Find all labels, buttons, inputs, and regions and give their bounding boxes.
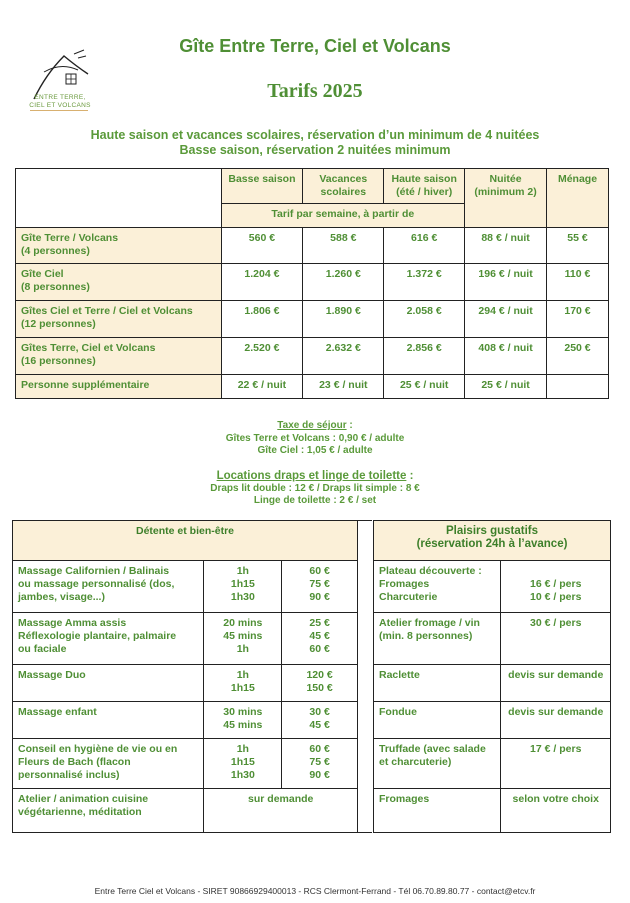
text-line: Fromages <box>379 578 430 590</box>
cell: Raclette <box>374 665 501 702</box>
text-line: : <box>406 470 414 482</box>
text-line: 90 € <box>309 591 330 603</box>
detente-title: Détente et bien-être <box>13 521 358 561</box>
cell: 616 € <box>384 228 465 264</box>
text-line: Massage Californien / Balinais <box>18 565 170 577</box>
col-basse: Basse saison <box>221 169 303 204</box>
cell: 55 € <box>547 228 609 264</box>
text-line: 1h30 <box>230 769 255 781</box>
cell: 1.890 € <box>303 301 384 338</box>
locations-line: Draps lit double : 12 € / Draps lit simple : 8 € <box>210 482 420 494</box>
year-title: Tarifs 2025 <box>267 80 363 102</box>
cell: 2.856 € <box>384 338 465 375</box>
text-line: 30 mins <box>223 706 263 718</box>
text-line: 1h30 <box>230 591 255 603</box>
cell: 170 € <box>547 301 609 338</box>
cell <box>374 739 501 789</box>
cell <box>282 739 358 789</box>
text-line: Gîtes Ciel et Terre / Ciel et Volcans <box>21 305 193 317</box>
cell: devis sur demande <box>501 702 611 739</box>
text-line: personnalisé inclus) <box>18 769 120 781</box>
cell: sur demande <box>204 789 358 833</box>
text-line: 16 € / pers <box>530 578 582 590</box>
cell: 1.372 € <box>384 264 465 301</box>
text-line: 30 € <box>309 706 330 718</box>
text-line: Gîte Terre / Volcans <box>21 232 119 244</box>
text-line: Atelier fromage / vin <box>379 617 480 629</box>
taxe-section <box>0 420 630 458</box>
table-gap <box>358 520 372 833</box>
corner-cell <box>16 169 222 228</box>
cell <box>204 739 282 789</box>
table-row <box>374 665 611 702</box>
table-row <box>374 613 611 665</box>
text-line: 1h15 <box>230 756 255 768</box>
row-label <box>16 338 222 375</box>
table-row <box>13 665 358 702</box>
text-line: Réflexologie plantaire, palmaire <box>18 630 177 642</box>
text-line: (réservation 24h à l’avance) <box>416 538 568 550</box>
table-row <box>374 789 611 833</box>
cell <box>13 789 204 833</box>
taxe-title: Taxe de séjour <box>277 420 347 431</box>
cell: 408 € / nuit <box>465 338 547 375</box>
text-line: Massage Duo <box>18 669 86 681</box>
text-line: 1h <box>236 669 249 681</box>
plaisirs-table <box>373 520 611 833</box>
table-row <box>374 561 611 613</box>
cell: Fromages <box>374 789 501 833</box>
week-note: Tarif par semaine, à partir de <box>221 204 465 228</box>
cell: 23 € / nuit <box>303 375 384 399</box>
table-row <box>16 264 609 301</box>
cell <box>282 613 358 665</box>
text-line: 25 € <box>309 617 330 629</box>
table-row <box>13 789 358 833</box>
text-line: Gîtes Terre, Ciel et Volcans <box>21 342 156 354</box>
tarifs-table <box>15 168 609 399</box>
text-line: 1h <box>236 743 249 755</box>
cell: selon votre choix <box>501 789 611 833</box>
text-line: 45 € <box>309 630 330 642</box>
cell <box>282 702 358 739</box>
text-line: 60 € <box>309 643 330 655</box>
cell: 250 € <box>547 338 609 375</box>
text-line: (min. 8 personnes) <box>379 630 473 642</box>
text-line: 1h15 <box>230 578 255 590</box>
text-line: 75 € <box>309 578 330 590</box>
cell <box>13 561 204 613</box>
text-line: Conseil en hygiène de vie ou en <box>18 743 178 755</box>
text-line: 45 € <box>309 719 330 731</box>
cell: 196 € / nuit <box>465 264 547 301</box>
cell <box>204 665 282 702</box>
table-row <box>13 613 358 665</box>
locations-title: Locations draps et linge de toilette <box>216 470 407 482</box>
detente-table <box>12 520 358 833</box>
footer: Entre Terre Ciel et Volcans - SIRET 90866929400013 - RCS Clermont-Ferrand - Tél 06.70.89.80.77 - contact@etcv.fr <box>94 886 536 896</box>
locations-section <box>0 470 630 508</box>
text-line: (16 personnes) <box>21 355 96 367</box>
cell <box>13 665 204 702</box>
cell: 25 € / nuit <box>465 375 547 399</box>
text-line: Truffade (avec salade <box>379 743 486 755</box>
table-row <box>13 702 358 739</box>
text-line: (12 personnes) <box>21 318 96 330</box>
text-line: Fleurs de Bach (flacon <box>18 756 131 768</box>
cell <box>204 561 282 613</box>
text-line: 60 € <box>309 565 330 577</box>
cell: 294 € / nuit <box>465 301 547 338</box>
table-row <box>13 739 358 789</box>
plaisirs-title <box>374 521 611 561</box>
cell <box>204 613 282 665</box>
cell <box>13 702 204 739</box>
page-title: Gîte Entre Terre, Ciel et Volcans <box>179 36 451 56</box>
cell <box>282 665 358 702</box>
cell <box>374 561 501 613</box>
col-haute: Haute saison (été / hiver) <box>384 169 465 204</box>
cell: 1.260 € <box>303 264 384 301</box>
text-line: ou massage personnalisé (dos, <box>18 578 175 590</box>
cell: devis sur demande <box>501 665 611 702</box>
cell <box>204 702 282 739</box>
text-line: Plateau découverte : <box>379 565 482 577</box>
text-line: ou faciale <box>18 643 67 655</box>
taxe-line: Gîtes Terre et Volcans : 0,90 € / adulte <box>225 432 405 444</box>
text-line: 1h <box>236 565 249 577</box>
text-line: végétarienne, méditation <box>18 806 142 818</box>
table-row <box>374 702 611 739</box>
row-label <box>16 301 222 338</box>
cell: 22 € / nuit <box>221 375 303 399</box>
text-line: Massage Amma assis <box>18 617 127 629</box>
table-row <box>16 338 609 375</box>
cell: 17 € / pers <box>501 739 611 789</box>
cell <box>547 375 609 399</box>
text-line: 90 € <box>309 769 330 781</box>
logo-rule <box>30 110 88 111</box>
cell: 110 € <box>547 264 609 301</box>
cell <box>374 613 501 665</box>
cell <box>13 613 204 665</box>
cell: 588 € <box>303 228 384 264</box>
cell: 1.204 € <box>221 264 303 301</box>
season-line-1: Haute saison et vacances scolaires, réservation d’un minimum de 4 nuitées <box>90 128 540 142</box>
text-line: 45 mins <box>223 630 263 642</box>
text-line: 120 € <box>306 669 333 681</box>
cell <box>13 739 204 789</box>
cell: 25 € / nuit <box>384 375 465 399</box>
text-line: 1h15 <box>230 682 255 694</box>
season-line-2: Basse saison, réservation 2 nuitées minimum <box>179 143 451 157</box>
row-label: Personne supplémentaire <box>16 375 222 399</box>
text-line: (8 personnes) <box>21 281 90 293</box>
table-row <box>16 375 609 399</box>
text-line: 150 € <box>306 682 333 694</box>
cell: 2.058 € <box>384 301 465 338</box>
col-nuitee: Nuitée (minimum 2) <box>465 169 547 228</box>
text-line: : <box>346 420 353 431</box>
cell: 88 € / nuit <box>465 228 547 264</box>
text-line: Plaisirs gustatifs <box>445 525 539 537</box>
text-line: 75 € <box>309 756 330 768</box>
table-row <box>13 561 358 613</box>
text-line: 60 € <box>309 743 330 755</box>
text-line: Gîte Ciel <box>21 268 64 280</box>
text-line: Massage enfant <box>18 706 97 718</box>
cell: 2.632 € <box>303 338 384 375</box>
text-line: 10 € / pers <box>530 591 582 603</box>
text-line: Atelier / animation cuisine <box>18 793 149 805</box>
table-row <box>374 739 611 789</box>
text-line: et charcuterie) <box>379 756 452 768</box>
locations-line: Linge de toilette : 2 € / set <box>253 495 377 506</box>
cell <box>501 561 611 613</box>
text-line: jambes, visage...) <box>18 591 105 603</box>
taxe-line: Gîte Ciel : 1,05 € / adulte <box>257 445 373 456</box>
cell: Fondue <box>374 702 501 739</box>
col-vacances: Vacances scolaires <box>303 169 384 204</box>
row-label <box>16 228 222 264</box>
text-line: 1h <box>236 643 249 655</box>
table-row <box>16 301 609 338</box>
cell: 560 € <box>221 228 303 264</box>
row-label <box>16 264 222 301</box>
col-menage: Ménage <box>547 169 609 228</box>
table-row <box>16 228 609 264</box>
text-line: 20 mins <box>223 617 263 629</box>
cell: 2.520 € <box>221 338 303 375</box>
cell: 30 € / pers <box>501 613 611 665</box>
cell: 1.806 € <box>221 301 303 338</box>
text-line: 45 mins <box>223 719 263 731</box>
text-line: Charcuterie <box>379 591 438 603</box>
cell <box>282 561 358 613</box>
logo-text: ENTRE TERRE, CIEL ET VOLCANS <box>29 94 91 109</box>
text-line <box>506 565 605 578</box>
text-line: (4 personnes) <box>21 245 90 257</box>
